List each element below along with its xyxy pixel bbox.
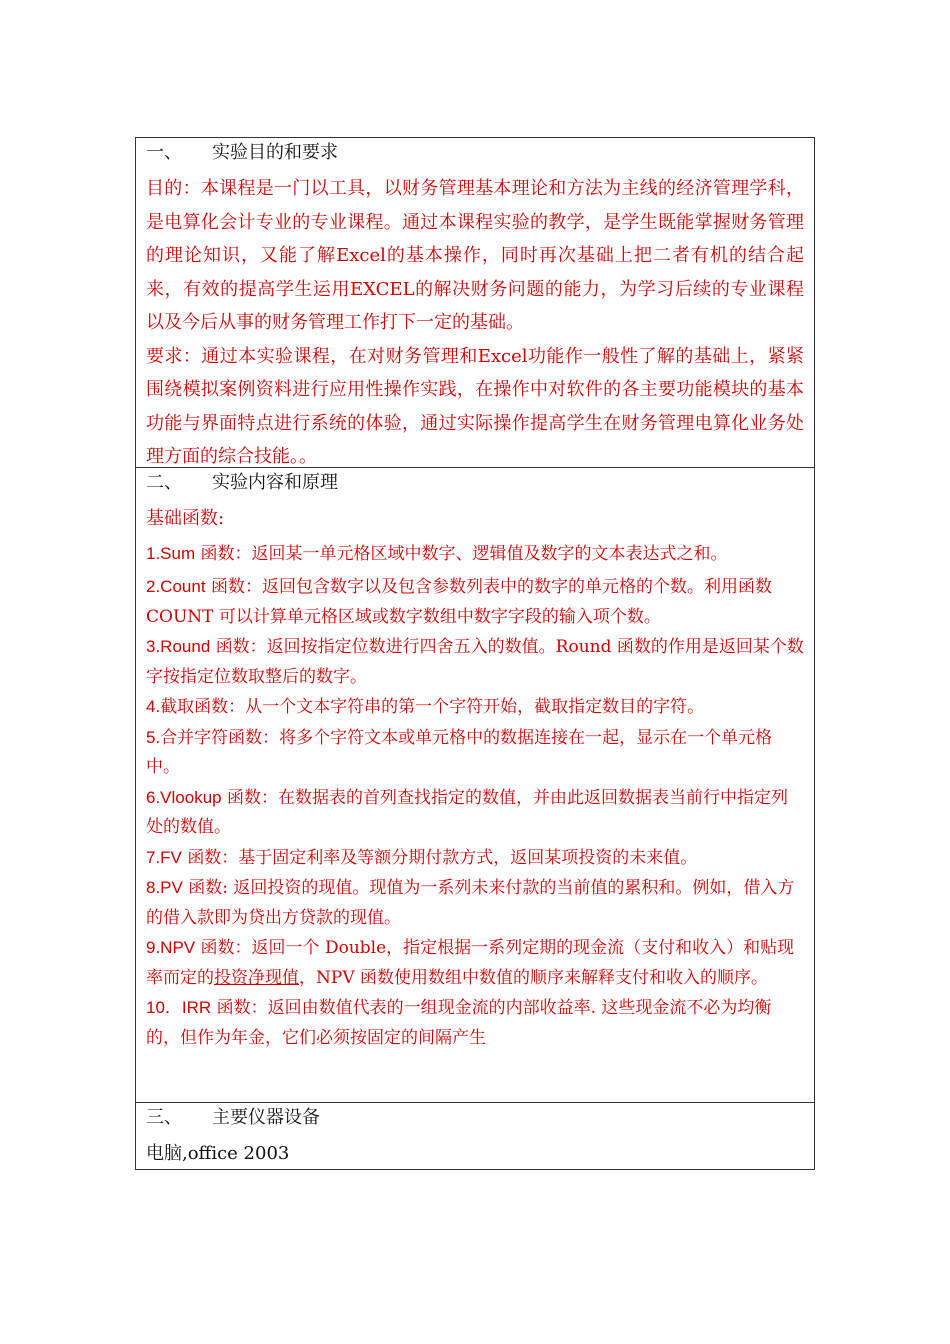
npv-link[interactable]: 投资净现值 [214,967,299,988]
list-item: 6.Vlookup 函数：在数据表的首列查找指定的数值，并由此返回数据表当前行中指定列处的数值。 [146,787,789,837]
experiment-table [135,137,815,1170]
section-number: 三、 [146,1107,182,1128]
list-item: 4.截取函数：从一个文本字符串的第一个字符开始，截取指定数目的字符。 [146,697,705,717]
equipment-text: 电脑,office 2003 [146,1143,290,1164]
list-item: 7.FV 函数：基于固定利率及等额分期付款方式，返回某项投资的未来值。 [146,847,698,868]
requirement-paragraph: 要求：通过本实验课程，在对财务管理和Excel功能作一般性了解的基础上，紧紧围绕模拟案例资料进行应用性操作实践，在操作中对软件的各主要功能模块的基本功能与界面特点进行系统的体验，通过实际操作提高学生在财务管理电算化业务处理方面的综合技能。。 [146,345,804,467]
section-heading [146,1103,804,1137]
list-item: 9.NPV 函数：返回一个 Double，指定根据一系列定期的现金流（支付和收入）和贴现率而定的投资净现值，NPV 函数使用数组中数值的顺序来解释支付和收入的顺序。 [146,938,795,988]
section-heading [146,138,804,172]
list-item: 8.PV 函数: 返回投资的现值。现值为一系列未来付款的当前值的累积和。例如，借入方的借入款即为贷出方贷款的现值。 [146,878,795,928]
list-item: 1.Sum 函数：返回某一单元格区域中数字、逻辑值及数字的文本表达式之和。 [146,544,728,564]
section-title: 主要仪器设备 [212,1107,320,1128]
section-content [136,468,814,1103]
list-item: 3.Round 函数：返回按指定位数进行四舍五入的数值。Round 函数的作用是返回某个数字按指定位数取整后的数字。 [146,637,804,687]
section-number: 二、 [146,472,182,493]
section-title: 实验内容和原理 [212,472,338,493]
section-equipment [136,1103,814,1169]
section-number: 一、 [146,142,182,163]
function-list [146,536,804,1053]
list-item: 5.合并字符函数：将多个字符文本或单元格中的数据连接在一起，显示在一个单元格中。 [146,727,773,777]
section-title: 实验目的和要求 [212,142,338,163]
section-heading [146,468,804,502]
list-item: 2.Count 函数：返回包含数字以及包含参数列表中的数字的单元格的个数。利用函数 COUNT 可以计算单元格区域或数字数组中数字字段的输入项个数。 [146,577,772,627]
list-item: 10．IRR 函数：返回由数值代表的一组现金流的内部收益率. 这些现金流不必为均衡的，但作为年金，它们必须按固定的间隔产生 [146,998,772,1048]
subheading: 基础函数: [146,508,225,529]
section-purpose [136,138,814,468]
purpose-paragraph: 目的：本课程是一门以工具，以财务管理基本理论和方法为主线的经济管理学科，是电算化会计专业的专业课程。通过本课程实验的教学，是学生既能掌握财务管理的理论知识，又能了解Excel的基本操作，同时再次基础上把二者有机的结合起来，有效的提高学生运用EXCEL的解决财务问题的能力，为学习后续的专业课程以及今后从事的财务管理工作打下一定的基础。 [146,178,804,333]
